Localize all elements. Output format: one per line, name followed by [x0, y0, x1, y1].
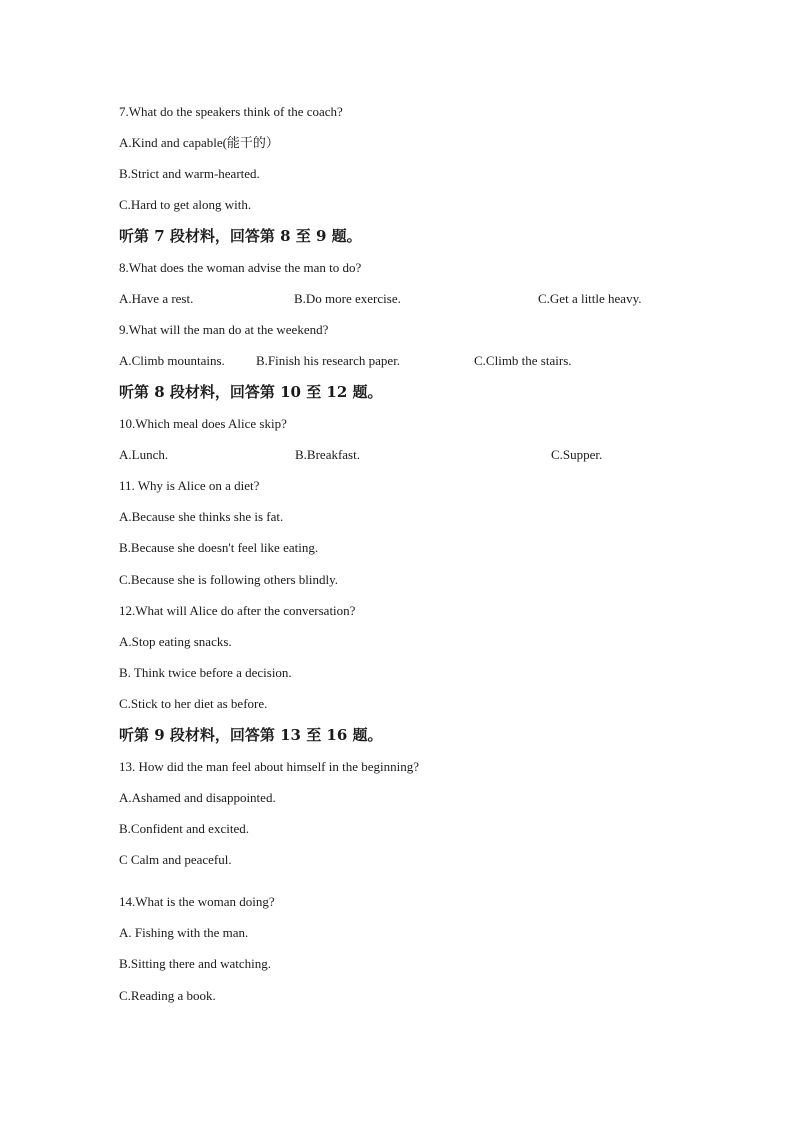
- q9-option-a: A.Climb mountains.: [119, 353, 225, 368]
- q13-option-c: C Calm and peaceful.: [119, 852, 232, 867]
- q13-question: 13. How did the man feel about himself in the beginning?: [119, 759, 420, 774]
- section-heading-8: 听第 8 段材料，回答第 10 至 12 题。: [119, 383, 383, 401]
- q13-option-a: A.Ashamed and disappointed.: [119, 790, 276, 805]
- q12-question: 12.What will Alice do after the conversation?: [119, 603, 356, 618]
- section-heading-7: 听第 7 段材料，回答第 8 至 9 题。: [119, 227, 362, 245]
- q9-option-b: B.Finish his research paper.: [256, 353, 401, 368]
- q12-option-a: A.Stop eating snacks.: [119, 634, 232, 649]
- q14-option-c: C.Reading a book.: [119, 988, 216, 1003]
- q10-option-a: A.Lunch.: [119, 447, 169, 462]
- q7-option-c: C.Hard to get along with.: [119, 197, 252, 212]
- q8-option-a: A.Have a rest.: [119, 291, 194, 306]
- q14-question: 14.What is the woman doing?: [119, 894, 275, 909]
- q12-option-b: B. Think twice before a decision.: [119, 665, 292, 680]
- q8-question: 8.What does the woman advise the man to do?: [119, 260, 362, 275]
- q8-option-b: B.Do more exercise.: [294, 291, 401, 306]
- q14-option-a: A. Fishing with the man.: [119, 925, 249, 940]
- q10-option-b: B.Breakfast.: [295, 447, 360, 462]
- q7-option-b: B.Strict and warm-hearted.: [119, 166, 260, 181]
- q11-option-a: A.Because she thinks she is fat.: [119, 509, 284, 524]
- q14-option-b: B.Sitting there and watching.: [119, 956, 272, 971]
- q12-option-c: C.Stick to her diet as before.: [119, 696, 268, 711]
- section-heading-9: 听第 9 段材料，回答第 13 至 16 题。: [119, 726, 383, 744]
- q10-option-c: C.Supper.: [551, 447, 603, 462]
- q11-option-c: C.Because she is following others blindly.: [119, 572, 339, 587]
- q13-option-b: B.Confident and excited.: [119, 821, 249, 836]
- q7-question: 7.What do the speakers think of the coach?: [119, 104, 343, 119]
- q9-question: 9.What will the man do at the weekend?: [119, 322, 329, 337]
- q11-option-b: B.Because she doesn't feel like eating.: [119, 540, 319, 555]
- q9-option-c: C.Climb the stairs.: [474, 353, 572, 368]
- q11-question: 11. Why is Alice on a diet?: [119, 478, 260, 493]
- q10-question: 10.Which meal does Alice skip?: [119, 416, 287, 431]
- q7-option-a: A.Kind and capable(能干的）: [119, 135, 279, 150]
- q8-option-c: C.Get a little heavy.: [538, 291, 642, 306]
